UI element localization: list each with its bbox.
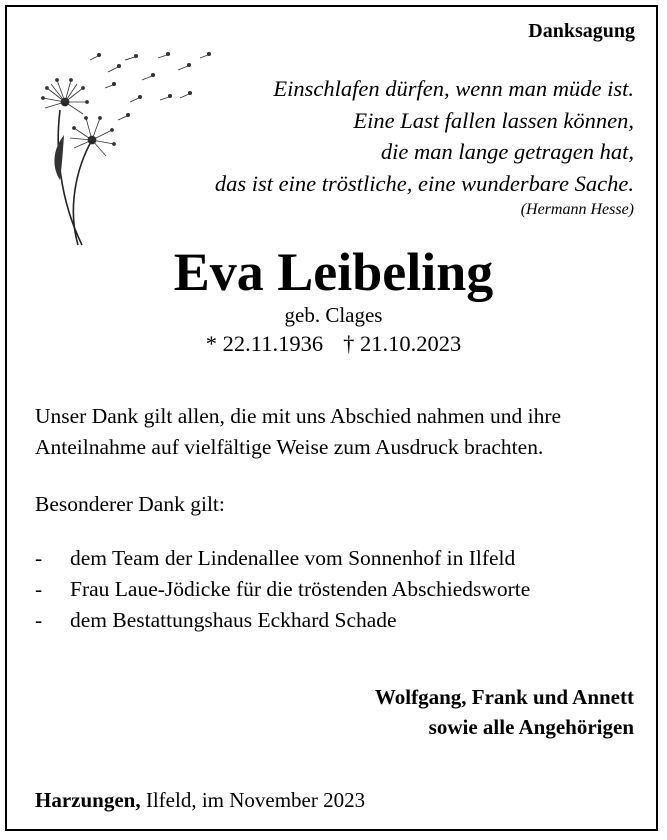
list-item [35,574,530,605]
poem-quote [174,73,634,221]
life-dates [0,331,667,357]
list-bullet: - [35,546,43,570]
list-item [35,605,530,636]
thanks-line: Unser Dank gilt allen, die mit uns Abschied nahmen und ihre [35,404,562,428]
place-date [35,788,365,813]
list-item-text: dem Team der Lindenallee vom Sonnenhof in Ilfeld [70,546,516,570]
notice-heading: Danksagung [528,20,635,42]
special-thanks-intro: Besonderer Dank gilt: [35,492,225,516]
death-date: † 21.10.2023 [343,331,462,356]
list-item [35,543,530,574]
signers [375,682,634,742]
quote-line: Einschlafen dürfen, wenn man müde ist. [273,76,634,101]
deceased-name: Eva Leibeling [173,242,494,302]
list-bullet: - [35,577,43,601]
maiden-name: geb. Clages [284,303,383,327]
thanks-line: Anteilnahme auf vielfältige Weise zum Ausdruck brachten. [35,435,544,459]
signers-line: sowie alle Angehörigen [428,715,634,739]
quote-line: die man lange getragen hat, [380,139,634,164]
thanks-paragraph [35,401,635,463]
place-town: Harzungen, [35,788,141,812]
quote-author: (Hermann Hesse) [520,201,634,218]
special-thanks-list [35,543,530,636]
place-rest: Ilfeld, im November 2023 [145,788,366,812]
quote-line: Eine Last fallen lassen können, [353,107,634,133]
list-bullet: - [35,608,43,632]
signers-line: Wolfgang, Frank und Annett [374,685,634,709]
birth-date: * 22.11.1936 [205,331,324,356]
list-item-text: dem Bestattungshaus Eckhard Schade [70,608,397,632]
quote-line: das ist eine tröstliche, eine wunderbare Sache. [214,170,634,196]
list-item-text: Frau Laue-Jödicke für die tröstenden Abschiedsworte [70,577,531,601]
